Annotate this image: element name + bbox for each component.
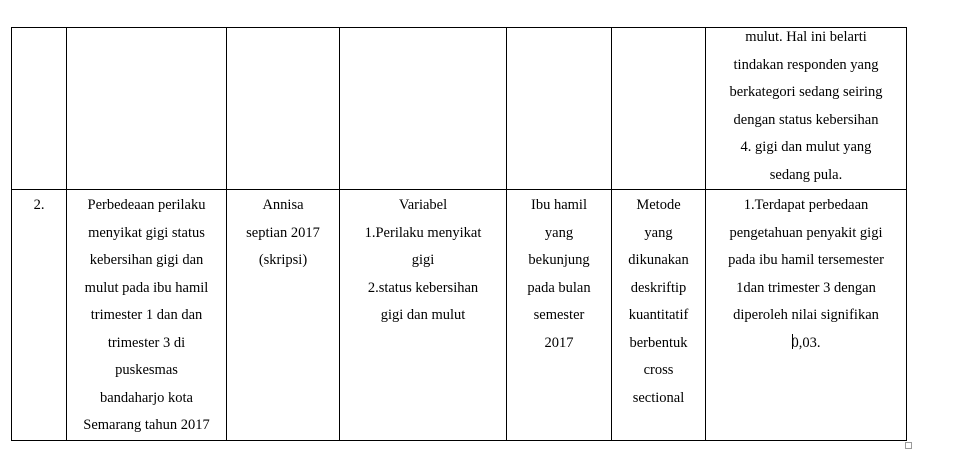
table-resize-handle[interactable]: [905, 442, 912, 449]
text-line: berbentuk: [629, 334, 688, 351]
text-line: dengan status kebersihan: [733, 111, 879, 128]
text-line: yang: [544, 224, 574, 241]
text-line: yang: [644, 224, 673, 241]
text-line: pada ibu hamil tersemester: [728, 252, 884, 268]
text-line: semester: [533, 307, 585, 323]
cell-variabel[interactable]: [340, 28, 507, 190]
text-line: kebersihan gigi dan: [89, 252, 204, 268]
row-number: 2.: [33, 197, 45, 213]
text-line: sectional: [632, 389, 685, 406]
text-line: dikunakan: [628, 252, 689, 268]
cell-text: [511, 190, 607, 357]
cell-sampel[interactable]: [507, 28, 612, 190]
cell-hasil[interactable]: [706, 190, 907, 441]
cell-text: [710, 190, 902, 357]
table-row: [12, 190, 907, 441]
text-line: Semarang tahun 2017: [83, 417, 210, 433]
text-line: 1.Terdapat perbedaan: [743, 197, 869, 213]
cell-peneliti[interactable]: [227, 190, 340, 441]
text-line: gigi dan mulut: [380, 307, 466, 323]
cell-hasil[interactable]: [706, 28, 907, 190]
text-line: trimester 1 dan dan: [90, 307, 203, 323]
cell-judul[interactable]: [67, 28, 227, 190]
text-line: tindakan responden yang: [733, 56, 879, 73]
cell-metode[interactable]: [612, 190, 706, 441]
text-line: mulut. Hal ini belarti: [745, 29, 867, 45]
text-line: 1.Perilaku menyikat: [364, 224, 482, 241]
text-line: diperoleh nilai signifikan: [733, 307, 879, 323]
text-line: deskriftip: [630, 279, 687, 296]
cell-no[interactable]: [12, 190, 67, 441]
text-line: 0,03.: [791, 334, 821, 351]
text-line: 1dan trimester 3 dengan: [736, 279, 876, 296]
text-line: trimester 3 di: [107, 334, 186, 351]
table-row: [12, 28, 907, 190]
text-line: pengetahuan penyakit gigi: [729, 224, 883, 241]
text-line: pada bulan: [527, 279, 591, 296]
cell-text: [616, 190, 701, 412]
text-line: Metode: [636, 197, 681, 213]
text-line: menyikat gigi status: [88, 224, 205, 241]
cell-judul[interactable]: [67, 190, 227, 441]
text-line: (skripsi): [258, 252, 308, 268]
text-line: septian 2017: [246, 224, 320, 241]
text-line: Perbedeaan perilaku: [87, 197, 206, 213]
text-line: Ibu hamil: [531, 197, 587, 213]
cell-text: [344, 190, 502, 330]
text-line: puskesmas: [115, 362, 178, 378]
text-line: cross: [643, 362, 674, 378]
text-line: 4. gigi dan mulut yang: [740, 139, 872, 155]
cell-text: [71, 190, 222, 440]
cell-text: [710, 24, 902, 189]
text-line: bekunjung: [528, 252, 590, 268]
text-line: sedang pula.: [769, 166, 843, 183]
cell-variabel[interactable]: [340, 190, 507, 441]
text-line: 2017: [544, 334, 574, 351]
cell-text: [231, 190, 335, 275]
text-line: gigi: [411, 252, 435, 268]
text-line: Annisa: [262, 197, 304, 213]
cell-no[interactable]: [12, 28, 67, 190]
text-line: 2.status kebersihan: [367, 279, 479, 296]
text-line: berkategori sedang seiring: [729, 84, 883, 100]
cell-metode[interactable]: [612, 28, 706, 190]
cell-peneliti[interactable]: [227, 28, 340, 190]
research-table: [11, 27, 907, 441]
cell-sampel[interactable]: [507, 190, 612, 441]
text-line: kuantitatif: [628, 307, 689, 323]
text-line: Variabel: [398, 197, 448, 213]
text-line: mulut pada ibu hamil: [84, 279, 209, 296]
text-line: bandaharjo kota: [99, 389, 193, 406]
